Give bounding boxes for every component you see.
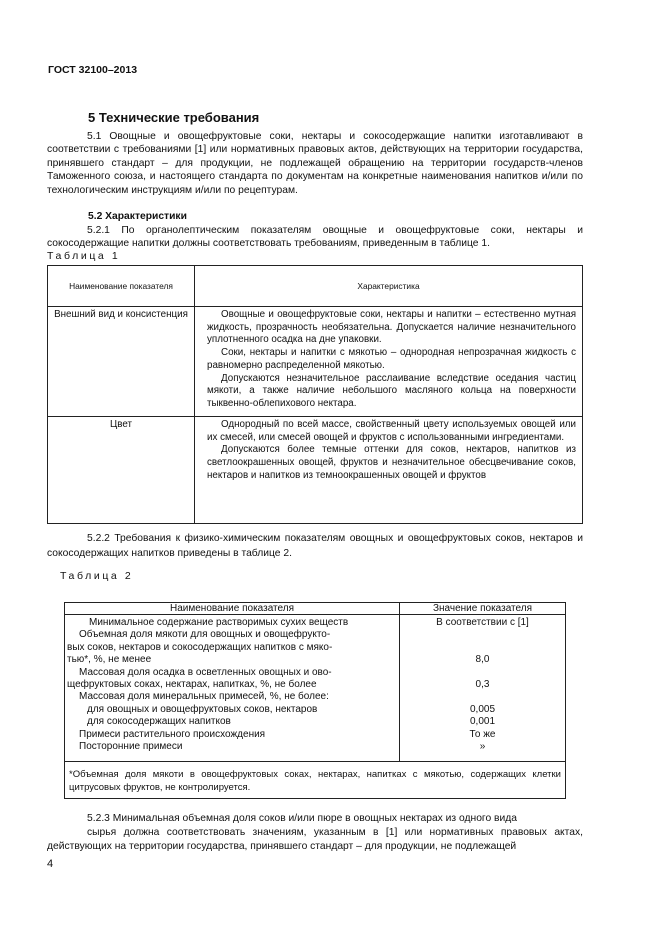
table1-header-name: Наименование показателя bbox=[48, 266, 195, 307]
standard-designation: ГОСТ 32100–2013 bbox=[48, 64, 138, 76]
table-row bbox=[48, 417, 583, 524]
table1-row1-text1: Овощные и овощефруктовые соки, нектары и напитки – естественно мутная жидкость, прозрачность необязательна. Допускается наличие незначительного уплотненного осадка на дне упаковки. bbox=[207, 309, 576, 346]
table2-r3-line2: щефруктовых соках, нектарах, напитках, %, не более bbox=[67, 679, 317, 691]
paragraph-5-1: 5.1 Овощные и овощефруктовые соки, нектары и сокосодержащие напитки изготавливают в соответствии с требованиями [1] или нормативных правовых актов, действующих на территории государства, принявшего стандарт – для продукции, не подлежащей обращению на территории государств-членов Таможенного союза, и настоящего стандарта по документам на конкретные наименования напитков и/или по технологическим инструкциям и/или по рецептурам. bbox=[47, 131, 583, 196]
table2-r7-value: То же bbox=[469, 728, 496, 740]
table2-r2-line2: вых соков, нектаров и сокосодержащих напитков с мяко- bbox=[67, 641, 333, 653]
table2-r5-name: для овощных и овощефруктовых соков, нектаров bbox=[87, 703, 318, 715]
paragraph-5-2-3-cont: сырья должна соответствовать значениям, указанным в [1] или нормативных правовых актах, действующих на территории государства, принявшего стандарт – для продукции, не подлежащей bbox=[47, 827, 583, 852]
table-2 bbox=[64, 602, 566, 799]
table2-r3-line1: Массовая доля осадка в осветленных овощных и ово- bbox=[79, 666, 332, 678]
page-number: 4 bbox=[47, 858, 54, 870]
table2-r6-name: для сокосодержащих напитков bbox=[87, 716, 231, 728]
table2-r6-value: 0,001 bbox=[469, 716, 496, 728]
section-title: 5 Технические требования bbox=[88, 110, 260, 125]
table-row bbox=[65, 615, 566, 762]
table-row bbox=[48, 307, 583, 417]
table1-caption: Таблица 1 bbox=[47, 250, 121, 262]
table2-r4-name: Массовая доля минеральных примесей, %, не более: bbox=[79, 691, 329, 703]
table2-caption: Таблица 2 bbox=[60, 570, 134, 582]
table1-row2-text2: Допускаются более темные оттенки для соков, нектаров, напитков из светлоокрашенных овощей, фруктов и незначительное обесцвечивание соков, нектаров и напитков из темноокрашенных овощей и фруктов bbox=[207, 444, 576, 481]
table1-row2-name: Цвет bbox=[48, 417, 195, 524]
table2-r1-value: В соответствии с [1] bbox=[436, 617, 529, 628]
subsection-title: 5.2 Характеристики bbox=[88, 211, 187, 222]
paragraph-5-2-3: 5.2.3 Минимальная объемная доля соков и/или пюре в овощных нектарах из одного вида bbox=[87, 813, 518, 824]
table2-r8-name: Посторонние примеси bbox=[79, 741, 183, 753]
table1-row1-text3: Допускаются незначительное расслаивание вследствие оседания частиц мякоти, а также наличие небольшого масляного кольца на поверхности тыквенно-облепихового нектара. bbox=[207, 372, 576, 409]
paragraph-5-2-1: 5.2.1 По органолептическим показателям овощные и овощефруктовые соки, нектары и сокосодержащие напитки должны соответствовать требованиям, приведенным в таблице 1. bbox=[47, 225, 583, 250]
table-1 bbox=[47, 265, 583, 524]
table2-header-name: Наименование показателя bbox=[65, 603, 400, 615]
paragraph-5-2-2: 5.2.2 Требования к физико-химическим показателям овощных и овощефруктовых соков, нектаров и сокосодержащих напитков приведены в таблице 2. bbox=[47, 533, 583, 559]
table1-row1-name: Внешний вид и консистенция bbox=[48, 307, 195, 417]
table1-row1-text2: Соки, нектары и напитки с мякотью – однородная непрозрачная жидкость с равномерно распределенной мякотью. bbox=[207, 347, 576, 371]
table2-r7-name: Примеси растительного происхождения bbox=[79, 728, 266, 740]
table2-footnote: *Объемная доля мякоти в овощефруктовых соках, нектарах, напитках с мякотью, содержащих клетки цитрусовых фруктов, не контролируется. bbox=[65, 762, 566, 799]
table2-r2-value: 8,0 bbox=[475, 654, 490, 666]
table2-header-value: Значение показателя bbox=[400, 603, 566, 615]
table2-r2-line3: тью*, %, не менее bbox=[67, 654, 152, 666]
table1-header-characteristic: Характеристика bbox=[195, 266, 583, 307]
table2-r8-value: » bbox=[479, 741, 486, 753]
table2-r1-name: Минимальное содержание растворимых сухих веществ bbox=[89, 617, 349, 628]
table2-r2-line1: Объемная доля мякоти для овощных и овощефрукто- bbox=[79, 629, 331, 641]
table2-r3-value: 0,3 bbox=[475, 679, 490, 691]
table1-row2-text1: Однородный по всей массе, свойственный цвету используемых овощей или их смесей, или смесей овощей и фруктов с использованными ингредиентами. bbox=[207, 419, 576, 443]
table2-r5-value: 0,005 bbox=[469, 703, 496, 715]
